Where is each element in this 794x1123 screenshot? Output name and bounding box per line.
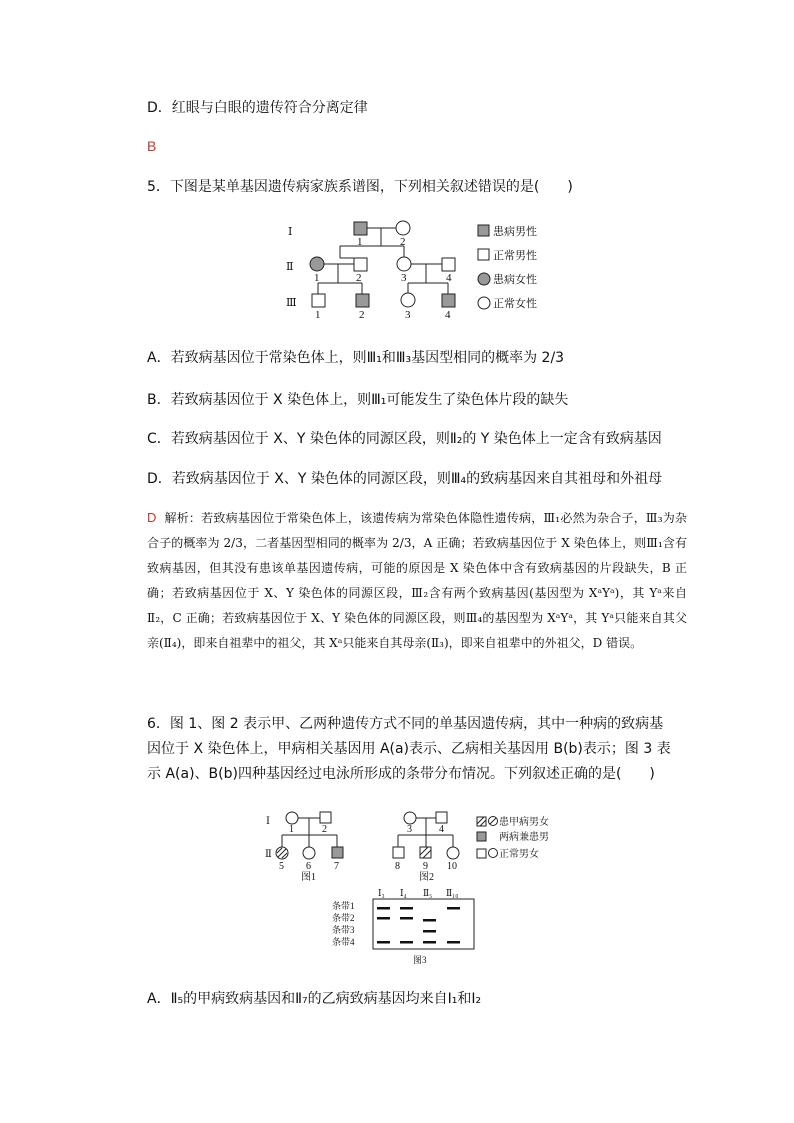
band-II10-row1 (447, 907, 460, 910)
legend-both: 两病兼患男 (499, 832, 549, 843)
II3-label: 3 (401, 272, 407, 284)
q5-option-d: D．若致病基因位于 X、Y 染色体的同源区段，则Ⅲ₄的致病基因来自其祖母和外祖母 (147, 471, 663, 487)
fig1-gen-II: Ⅱ (265, 849, 272, 860)
fig1-label-6: 6 (306, 861, 311, 872)
I1-affected-male (354, 222, 367, 235)
col-II5: Ⅱ₅ (423, 888, 433, 898)
fig1-label-7: 7 (334, 861, 339, 872)
band-I3-row2 (377, 917, 390, 920)
gen-III: Ⅲ (286, 297, 297, 309)
q5-explanation: 解析：若致病基因位于常染色体上，该遗传病为常染色体隐性遗传病，Ⅲ₁必然为杂合子，Ⅲ₃为杂合子的概率为 2/3，二者基因型相同的概率为 2/3，A 正确；若致病基因位于 X 染色体上，则Ⅲ₁含有致病基因，但其没有患该单基因遗传病，可能的原因是 X 染色体中含有致病基因的片段缺失，B 正确；若致病基因位于 X、Y 染色体的同源区段，Ⅲ₂含有两个致病基因(基因型为 XᵃYᵃ)，其 Yᵃ来自Ⅱ₂，C 正确；若致病基因位于 X、Y 染色体的同源区段，则Ⅲ₄的基因型为 XᵃYᵃ，其 Yᵃ只能来自其父亲(Ⅱ₄)，即来自祖辈中的祖父，其 Xᵃ只能来自其母亲(Ⅱ₃)，即来自祖辈中的外祖父，D 错误。 (147, 511, 687, 650)
prev-option-d: D．红眼与白眼的遗传符合分离定律 (147, 100, 368, 116)
q6-figures-1-2 (255, 805, 575, 887)
fig1-I1-normal-female (286, 812, 298, 824)
row-band4: 条带4 (332, 937, 355, 947)
fig2-label-8: 8 (395, 861, 400, 872)
col-I4: Ⅰ₄ (400, 888, 407, 898)
III3-label: 3 (405, 309, 411, 321)
fig3-caption: 图3 (413, 955, 427, 965)
fig2-label-4: 4 (439, 824, 444, 835)
fig1-label-2: 2 (322, 824, 327, 835)
III2-affected-male (356, 294, 369, 307)
legend-normal-male-icon (477, 849, 486, 858)
q6-stem: 6．图 1、图 2 表示甲、乙两种遗传方式不同的单基因遗传病，其中一种病的致病基因位于 X 染色体上，甲病相关基因用 A(a)表示、乙病相关基因用 B(b)表示；图 3 表示 A(a)、B(b)四种基因经过电泳所形成的条带分布情况。下列叙述正确的是( ) (147, 716, 671, 782)
I1-label: 1 (357, 236, 363, 248)
q5-explanation-block (147, 505, 687, 656)
band-II10-row4 (447, 941, 460, 944)
legend-normal-female: 正常女性 (493, 298, 537, 310)
I2-normal-female (396, 221, 410, 235)
band-II5-row4 (423, 941, 436, 944)
II2-label: 2 (356, 272, 362, 284)
gen-I: Ⅰ (288, 226, 293, 238)
fig1-gen-I: Ⅰ (266, 816, 270, 827)
band-II5-row2 (423, 919, 436, 922)
III4-label: 4 (445, 309, 451, 321)
legend-affected-female: 患病女性 (493, 274, 537, 286)
III1-label: 1 (315, 309, 321, 321)
fig2-label-9: 9 (423, 861, 428, 872)
fig2-label-10: 10 (447, 861, 457, 872)
legend-affected-jia: 患甲病男女 (499, 817, 549, 828)
legend-normal: 正常男女 (499, 849, 539, 860)
band-I4-row2 (400, 917, 413, 920)
band-II5-row3 (423, 930, 436, 933)
row-band2: 条带2 (332, 913, 355, 923)
II2-normal-male (354, 258, 367, 271)
q5-answer: D (147, 510, 157, 525)
II4-label: 4 (446, 272, 452, 284)
col-I3: Ⅰ₃ (378, 888, 385, 898)
q5-option-a: A．若致病基因位于常染色体上，则Ⅲ₁和Ⅲ₃基因型相同的概率为 2/3 (147, 350, 565, 366)
fig2-II9-affected-male (420, 847, 431, 858)
fig2-label-3: 3 (407, 824, 412, 835)
fig1-label-1: 1 (289, 824, 294, 835)
band-I3-row4 (377, 941, 390, 944)
fig2-caption: 图2 (419, 872, 434, 883)
fig2-II10-normal-female (447, 847, 459, 859)
q5-stem: 5．下图是某单基因遗传病家族系谱图，下列相关叙述错误的是( ) (147, 179, 573, 195)
q6-option-a: A．Ⅱ₅的甲病致病基因和Ⅱ₇的乙病致病基因均来自Ⅰ₁和Ⅰ₂ (147, 991, 482, 1007)
fig2-I3-normal-female (404, 812, 416, 824)
fig1-caption: 图1 (301, 872, 316, 883)
q6-figure-3-electrophoresis (325, 884, 485, 970)
gen-II: Ⅱ (286, 261, 294, 273)
fig1-I2-normal-male (320, 812, 331, 823)
prev-answer: B (147, 138, 157, 154)
legend-affected-male-icon (478, 225, 489, 236)
II4-normal-male (442, 258, 455, 271)
band-I3-row1 (377, 907, 390, 910)
fig1-II7-both-male (332, 847, 343, 858)
II1-affected-female (310, 257, 324, 271)
III4-affected-male (442, 294, 455, 307)
legend-normal-female-icon (489, 849, 498, 858)
row-band1: 条带1 (332, 901, 355, 911)
col-II10: Ⅱ₁₀ (446, 888, 459, 898)
legend-affected-male: 患病男性 (493, 226, 537, 238)
fig1-label-5: 5 (279, 861, 284, 872)
legend-both-male-icon (477, 832, 486, 841)
III2-label: 2 (359, 309, 365, 321)
legend-normal-female-icon (478, 297, 490, 309)
row-band3: 条带3 (332, 925, 355, 935)
legend-affected-female-icon (478, 273, 490, 285)
fig2-I4-normal-male (436, 812, 447, 823)
q5-pedigree (280, 212, 580, 324)
I2-label: 2 (400, 236, 406, 248)
legend-normal-male: 正常男性 (493, 250, 537, 262)
III3-normal-female (401, 293, 415, 307)
q5-option-b: B．若致病基因位于 X 染色体上，则Ⅲ₁可能发生了染色体片段的缺失 (147, 392, 569, 408)
III1-normal-male (312, 294, 325, 307)
band-I4-row4 (400, 941, 413, 944)
fig2-II8-normal-male (393, 847, 404, 858)
q5-option-c: C．若致病基因位于 X、Y 染色体的同源区段，则Ⅱ₂的 Y 染色体上一定含有致病基因 (147, 431, 662, 447)
fig1-II6-normal-female (303, 847, 315, 859)
legend-normal-male-icon (478, 249, 489, 260)
II1-label: 1 (314, 272, 320, 284)
II3-normal-female (397, 257, 411, 271)
band-I4-row1 (400, 907, 413, 910)
